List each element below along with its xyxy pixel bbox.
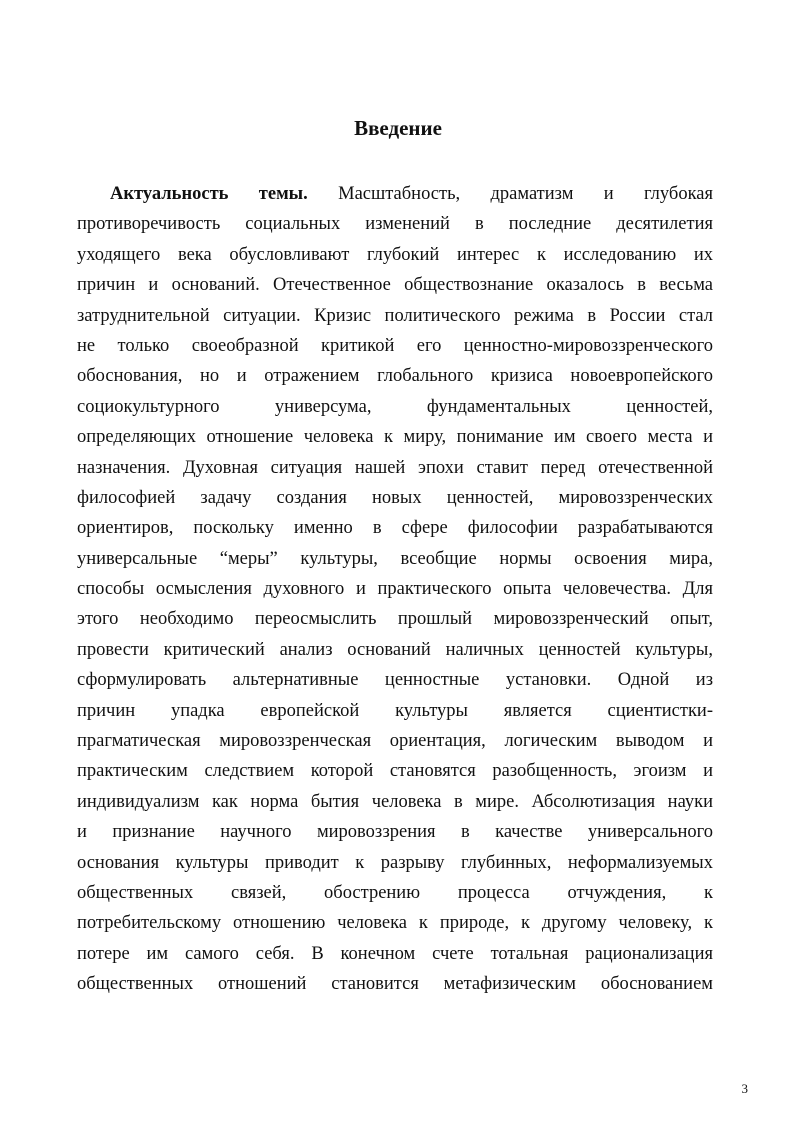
text-line-8: социокультурного универсума, фундаментальных ценностей, [77, 396, 713, 417]
text-line-2: противоречивость социальных изменений в последние десятилетия [77, 214, 713, 235]
text-line-7: обоснования, но и отражением глобального кризиса новоевропейского [77, 366, 713, 387]
text-line-21: индивидуализм как норма бытия человека в мире. Абсолютизация науки [77, 791, 713, 812]
section-heading: Введение [354, 116, 442, 140]
text-line-1 [77, 179, 713, 209]
text-line-10: назначения. Духовная ситуация нашей эпохи ставит перед отечественной [77, 457, 713, 478]
text-line-4: причин и оснований. Отечественное обществознание оказалось в весьма [77, 275, 713, 296]
body-paragraph [77, 179, 713, 1000]
lead-label: Актуальность темы. [110, 184, 308, 204]
text-line-3: уходящего века обусловливают глубокий интерес к исследованию их [77, 244, 713, 265]
text-line-13: универсальные “меры” культуры, всеобщие нормы освоения мира, [77, 548, 713, 569]
text-line-23: основания культуры приводит к разрыву глубинных, неформализуемых [77, 852, 713, 873]
first-line-rest: Масштабность, драматизм и глубокая [307, 184, 714, 204]
text-line-15: этого необходимо переосмыслить прошлый мировоззренческий опыт, [77, 609, 713, 630]
text-line-24: общественных связей, обострению процесса отчуждения, к [77, 882, 713, 903]
text-line-27: общественных отношений становится метафизическим обоснованием [77, 974, 713, 995]
text-line-6: не только своеобразной критикой его ценностно-мировоззренческого [77, 335, 713, 356]
text-line-17: сформулировать альтернативные ценностные установки. Одной из [77, 670, 713, 691]
text-line-22: и признание научного мировоззрения в качестве универсального [77, 822, 713, 843]
text-line-20: практическим следствием которой становятся разобщенность, эгоизм и [77, 761, 713, 782]
text-line-18: причин упадка европейской культуры является сциентистки- [77, 700, 713, 721]
text-line-12: ориентиров, поскольку именно в сфере философии разрабатываются [77, 518, 713, 539]
text-line-26: потере им самого себя. В конечном счете тотальная рационализация [77, 943, 713, 964]
text-line-25: потребительскому отношению человека к природе, к другому человеку, к [77, 913, 713, 934]
text-line-14: способы осмысления духовного и практического опыта человечества. Для [77, 579, 713, 600]
text-line-5: затруднительной ситуации. Кризис политического режима в России стал [77, 305, 713, 326]
text-line-16: провести критический анализ оснований наличных ценностей культуры, [77, 639, 713, 660]
text-line-9: определяющих отношение человека к миру, понимание им своего места и [77, 427, 713, 448]
text-line-19: прагматическая мировоззренческая ориентация, логическим выводом и [77, 731, 713, 752]
text-line-11: философией задачу создания новых ценностей, мировоззренческих [77, 487, 713, 508]
page-number: 3 [741, 1081, 748, 1096]
